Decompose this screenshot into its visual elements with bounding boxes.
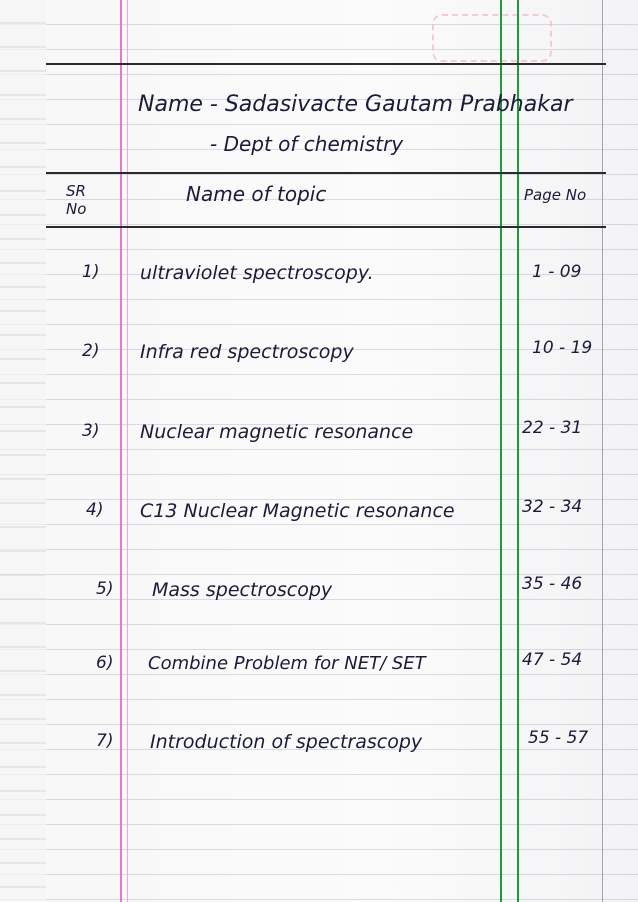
col-topic-header: Name of topic — [186, 182, 327, 206]
row-4-topic: C13 Nuclear Magnetic resonance — [140, 500, 455, 522]
col-page-header: Page No — [524, 186, 587, 204]
row-4-sr: 4) — [86, 500, 104, 520]
row-5-sr: 5) — [96, 579, 114, 599]
row-3-sr: 3) — [82, 421, 100, 441]
row-3-page: 22 - 31 — [522, 418, 583, 438]
row-7-page: 55 - 57 — [528, 728, 589, 748]
row-1-sr: 1) — [82, 262, 100, 282]
row-3-topic: Nuclear magnetic resonance — [140, 421, 414, 443]
top-rule — [46, 63, 606, 65]
name-line: Name - Sadasivacte Gautam Prabhakar — [138, 92, 573, 117]
row-6-page: 47 - 54 — [522, 650, 583, 670]
right-border — [602, 0, 603, 902]
row-6-sr: 6) — [96, 653, 114, 673]
row-2-page: 10 - 19 — [532, 338, 593, 358]
margin-line-pink-2 — [127, 0, 128, 902]
row-5-page: 35 - 46 — [522, 574, 583, 594]
row-2-topic: Infra red spectroscopy — [140, 341, 354, 363]
row-1-topic: ultraviolet spectroscopy. — [140, 262, 374, 284]
column-line-green-2 — [517, 0, 519, 902]
row-4-page: 32 - 34 — [522, 497, 583, 517]
row-6-topic: Combine Problem for NET/ SET — [148, 653, 426, 674]
col-sr-header: SR No — [66, 182, 87, 218]
row-2-sr: 2) — [82, 341, 100, 361]
row-1-page: 1 - 09 — [532, 262, 582, 282]
row-7-sr: 7) — [96, 731, 114, 751]
dept-line: - Dept of chemistry — [210, 132, 404, 156]
row-7-topic: Introduction of spectrascopy — [150, 731, 423, 753]
faint-stamp — [432, 14, 552, 62]
row-5-topic: Mass spectroscopy — [152, 579, 333, 601]
header-top-rule — [46, 172, 606, 174]
binding-spine — [0, 0, 46, 902]
column-line-green — [500, 0, 502, 902]
header-bottom-rule — [46, 226, 606, 228]
margin-line-pink — [120, 0, 122, 902]
